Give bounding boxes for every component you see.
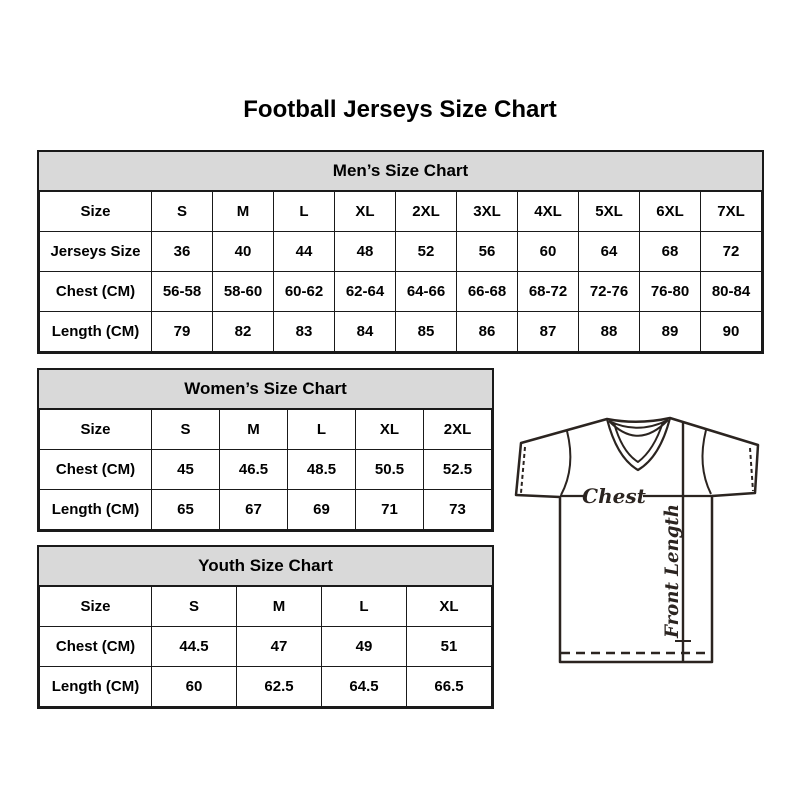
size-cell: L (274, 192, 335, 232)
table-row (40, 312, 762, 352)
size-cell: 82 (213, 312, 274, 352)
womens-size-chart-table (37, 368, 494, 532)
size-cell: 60-62 (274, 272, 335, 312)
size-cell: 90 (701, 312, 762, 352)
size-cell: 49 (322, 627, 407, 667)
size-cell: 62.5 (237, 667, 322, 707)
size-cell: 72-76 (579, 272, 640, 312)
youth-table-grid (39, 586, 492, 707)
size-cell: 84 (335, 312, 396, 352)
size-cell: 7XL (701, 192, 762, 232)
jersey-diagram-svg (503, 404, 768, 668)
size-cell: 69 (288, 490, 356, 530)
size-cell: M (237, 587, 322, 627)
size-cell: 52 (396, 232, 457, 272)
size-cell: XL (335, 192, 396, 232)
size-cell: 48.5 (288, 450, 356, 490)
size-cell: 68-72 (518, 272, 579, 312)
size-cell: 64 (579, 232, 640, 272)
size-cell: 52.5 (424, 450, 492, 490)
row-label: Length (CM) (40, 312, 152, 352)
size-cell: XL (356, 410, 424, 450)
youth-table-title: Youth Size Chart (39, 547, 492, 586)
size-cell: 40 (213, 232, 274, 272)
size-cell: 64.5 (322, 667, 407, 707)
size-cell: 64-66 (396, 272, 457, 312)
size-cell: M (213, 192, 274, 232)
size-cell: L (288, 410, 356, 450)
chest-label: Chest (582, 484, 646, 508)
size-cell: 66-68 (457, 272, 518, 312)
table-row (40, 667, 492, 707)
mens-size-chart-table (37, 150, 764, 354)
size-cell: S (152, 192, 213, 232)
row-label: Size (40, 192, 152, 232)
size-cell: 62-64 (335, 272, 396, 312)
size-cell: XL (407, 587, 492, 627)
size-cell: 56-58 (152, 272, 213, 312)
table-row (40, 232, 762, 272)
row-label: Chest (CM) (40, 450, 152, 490)
jersey-outline-path (516, 418, 758, 662)
size-cell: 44.5 (152, 627, 237, 667)
jersey-measurement-diagram (503, 404, 768, 668)
table-row (40, 450, 492, 490)
size-cell: 2XL (396, 192, 457, 232)
size-cell: 6XL (640, 192, 701, 232)
size-cell: 76-80 (640, 272, 701, 312)
size-cell: 47 (237, 627, 322, 667)
size-cell: 44 (274, 232, 335, 272)
size-cell: 56 (457, 232, 518, 272)
size-cell: 4XL (518, 192, 579, 232)
row-label: Jerseys Size (40, 232, 152, 272)
mens-table-title: Men’s Size Chart (39, 152, 762, 191)
size-cell: 51 (407, 627, 492, 667)
size-cell: 87 (518, 312, 579, 352)
size-cell: 72 (701, 232, 762, 272)
size-cell: 45 (152, 450, 220, 490)
row-label: Chest (CM) (40, 627, 152, 667)
size-cell: 80-84 (701, 272, 762, 312)
table-row (40, 587, 492, 627)
size-cell: 58-60 (213, 272, 274, 312)
row-label: Length (CM) (40, 490, 152, 530)
size-cell: L (322, 587, 407, 627)
size-cell: 60 (518, 232, 579, 272)
size-cell: 68 (640, 232, 701, 272)
front-length-label: Front Length (661, 497, 683, 638)
table-row (40, 410, 492, 450)
size-cell: 65 (152, 490, 220, 530)
size-cell: 36 (152, 232, 213, 272)
size-cell: 83 (274, 312, 335, 352)
size-cell: 2XL (424, 410, 492, 450)
row-label: Chest (CM) (40, 272, 152, 312)
row-label: Size (40, 410, 152, 450)
size-cell: 46.5 (220, 450, 288, 490)
mens-table-grid (39, 191, 762, 352)
size-cell: 85 (396, 312, 457, 352)
table-row (40, 627, 492, 667)
page-title: Football Jerseys Size Chart (243, 96, 557, 123)
size-cell: 5XL (579, 192, 640, 232)
size-cell: 89 (640, 312, 701, 352)
row-label: Length (CM) (40, 667, 152, 707)
table-row (40, 192, 762, 232)
size-cell: 3XL (457, 192, 518, 232)
size-cell: 86 (457, 312, 518, 352)
size-cell: 48 (335, 232, 396, 272)
table-row (40, 272, 762, 312)
size-cell: 88 (579, 312, 640, 352)
size-cell: 50.5 (356, 450, 424, 490)
size-cell: 67 (220, 490, 288, 530)
size-cell: 66.5 (407, 667, 492, 707)
size-cell: 73 (424, 490, 492, 530)
row-label: Size (40, 587, 152, 627)
size-cell: M (220, 410, 288, 450)
size-cell: S (152, 587, 237, 627)
size-cell: 71 (356, 490, 424, 530)
table-row (40, 490, 492, 530)
size-cell: S (152, 410, 220, 450)
youth-size-chart-table (37, 545, 494, 709)
womens-table-title: Women’s Size Chart (39, 370, 492, 409)
size-cell: 60 (152, 667, 237, 707)
size-cell: 79 (152, 312, 213, 352)
womens-table-grid (39, 409, 492, 530)
